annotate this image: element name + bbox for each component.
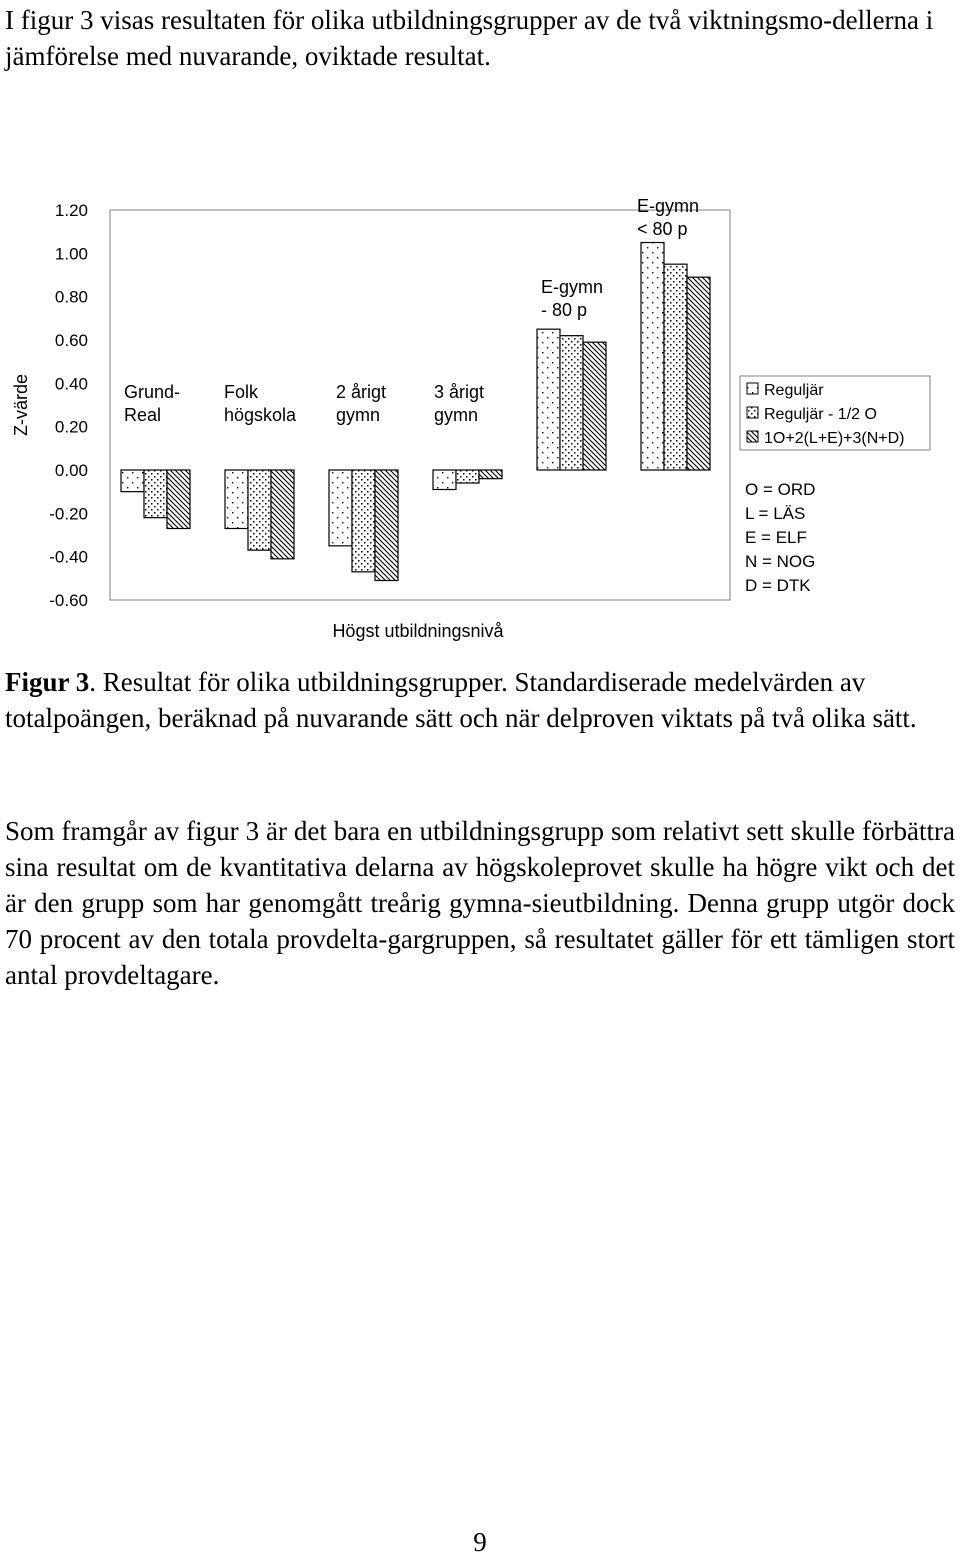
bar (225, 470, 248, 529)
category-label: 2 årigt (336, 382, 387, 402)
bar (352, 470, 375, 572)
x-axis-title: Högst utbildningsnivå (332, 621, 504, 641)
bar (248, 470, 271, 550)
category-label: < 80 p (637, 219, 688, 239)
category-label: gymn (336, 405, 381, 425)
bar (560, 336, 583, 470)
bar (375, 470, 398, 581)
plot-frame (110, 210, 730, 600)
legend-swatch (747, 431, 758, 442)
abbreviation-note: N = NOG (745, 552, 816, 571)
bar (479, 470, 502, 479)
bar (537, 329, 560, 470)
legend-swatch (747, 407, 758, 418)
abbreviation-note: D = DTK (745, 576, 811, 595)
bar (167, 470, 190, 529)
page-number: 9 (473, 1527, 487, 1557)
y-tick-label: 0.40 (54, 374, 88, 394)
bar (329, 470, 352, 546)
category-label: - 80 p (541, 300, 588, 320)
category-label: högskola (224, 405, 297, 425)
category-label: Grund- (124, 382, 181, 402)
y-tick-label: -0.60 (49, 591, 88, 610)
y-tick-label: 1.00 (54, 244, 88, 264)
bar (641, 243, 664, 471)
bar (144, 470, 167, 518)
category-label: E-gymn (541, 277, 604, 297)
bar (456, 470, 479, 483)
category-label: 3 årigt (434, 382, 485, 402)
y-axis-label: Z-värde (11, 373, 31, 437)
y-tick-label: 0.00 (54, 461, 88, 480)
legend-entry-label: 1O+2(L+E)+3(N+D) (764, 430, 905, 447)
legend-entry-label: Reguljär - 1/2 O (764, 406, 877, 423)
bar (583, 342, 606, 470)
legend-entry-label: Reguljär (764, 382, 824, 399)
abbreviation-note: E = ELF (745, 528, 807, 547)
y-tick-label: 0.80 (54, 287, 88, 307)
bar (687, 277, 710, 470)
bar (433, 470, 456, 490)
category-label: Folk (224, 382, 259, 402)
bar (664, 264, 687, 470)
figure-caption (5, 664, 955, 736)
y-tick-label: 0.20 (54, 417, 88, 437)
category-label: E-gymn (637, 196, 700, 216)
y-tick-label: 0.60 (54, 331, 88, 350)
intro-paragraph: I figur 3 visas resultaten för olika utbildningsgrupper av de två viktningsmo-dellerna i jämförelse med nuvarande, oviktade resultat. (5, 5, 934, 71)
category-label: Real (124, 405, 162, 425)
category-label: gymn (434, 405, 479, 425)
y-tick-label: 1.20 (54, 201, 88, 220)
bar (121, 470, 144, 492)
y-tick-label: -0.20 (49, 504, 88, 524)
body-paragraph: Som framgår av figur 3 är det bara en utbildningsgrupp som relativt sett skulle förbättra sina resultat om de kvantitativa delarna av högskoleprovet skulle ha högre vikt och det är den grupp som har genomgått treårig gymna-sieutbildning. Denna grupp utgör dock 70 procent av den totala provdelta-gargruppen, så resultatet gäller för ett tämligen stort antal provdeltagare. (5, 816, 955, 990)
abbreviation-note: L = LÄS (745, 504, 806, 523)
legend-swatch (747, 383, 758, 394)
bar-chart (0, 190, 960, 650)
abbreviation-note: O = ORD (745, 480, 816, 499)
figure-caption-label: Figur 3 (5, 667, 90, 697)
y-tick-label: -0.40 (49, 547, 88, 567)
bar (271, 470, 294, 559)
figure-caption-text: . Resultat för olika utbildningsgrupper. Standardiserade medelvärden av totalpoängen, beräknad på nuvarande sätt och när delproven viktats på två olika sätt. (5, 667, 917, 733)
